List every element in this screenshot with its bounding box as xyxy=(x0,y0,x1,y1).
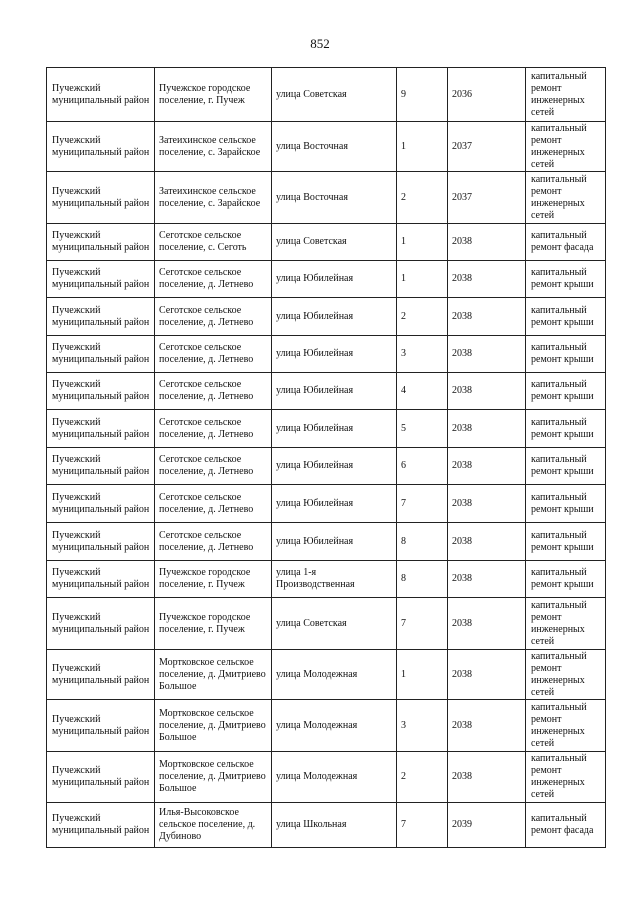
street-cell: улица Юбилейная xyxy=(272,336,397,373)
table-row xyxy=(47,224,606,261)
house-number-cell: 1 xyxy=(397,224,448,261)
district-cell: Пучежский муниципальный район xyxy=(47,448,155,485)
work-type-cell: капитальный ремонт инженерных сетей xyxy=(526,68,606,122)
house-number-cell: 6 xyxy=(397,448,448,485)
street-cell: улица Юбилейная xyxy=(272,373,397,410)
district-cell: Пучежский муниципальный район xyxy=(47,122,155,172)
settlement-cell: Сеготское сельское поселение, д. Летнево xyxy=(155,261,272,298)
street-cell: улица Юбилейная xyxy=(272,298,397,336)
table-row xyxy=(47,373,606,410)
work-type-cell: капитальный ремонт крыши xyxy=(526,448,606,485)
housing-repair-table xyxy=(46,67,606,848)
work-type-cell: капитальный ремонт крыши xyxy=(526,261,606,298)
settlement-cell: Пучежское городское поселение, г. Пучеж xyxy=(155,68,272,122)
settlement-cell: Мортковское сельское поселение, д. Дмитриево Большое xyxy=(155,752,272,803)
year-cell: 2038 xyxy=(448,298,526,336)
work-type-cell: капитальный ремонт инженерных сетей xyxy=(526,650,606,700)
district-cell: Пучежский муниципальный район xyxy=(47,224,155,261)
settlement-cell: Сеготское сельское поселение, д. Летнево xyxy=(155,298,272,336)
district-cell: Пучежский муниципальный район xyxy=(47,68,155,122)
house-number-cell: 5 xyxy=(397,410,448,448)
district-cell: Пучежский муниципальный район xyxy=(47,410,155,448)
settlement-cell: Пучежское городское поселение, г. Пучеж xyxy=(155,598,272,650)
settlement-cell: Сеготское сельское поселение, с. Сеготь xyxy=(155,224,272,261)
year-cell: 2037 xyxy=(448,122,526,172)
street-cell: улица Советская xyxy=(272,598,397,650)
table-row xyxy=(47,336,606,373)
table-row xyxy=(47,298,606,336)
year-cell: 2039 xyxy=(448,803,526,848)
settlement-cell: Сеготское сельское поселение, д. Летнево xyxy=(155,523,272,561)
house-number-cell: 9 xyxy=(397,68,448,122)
table-row xyxy=(47,650,606,700)
house-number-cell: 2 xyxy=(397,172,448,224)
table-row xyxy=(47,803,606,848)
street-cell: улица Юбилейная xyxy=(272,523,397,561)
table-row xyxy=(47,598,606,650)
street-cell: улица Молодежная xyxy=(272,650,397,700)
year-cell: 2036 xyxy=(448,68,526,122)
year-cell: 2038 xyxy=(448,700,526,752)
house-number-cell: 1 xyxy=(397,650,448,700)
district-cell: Пучежский муниципальный район xyxy=(47,336,155,373)
settlement-cell: Сеготское сельское поселение, д. Летнево xyxy=(155,373,272,410)
district-cell: Пучежский муниципальный район xyxy=(47,650,155,700)
district-cell: Пучежский муниципальный район xyxy=(47,803,155,848)
work-type-cell: капитальный ремонт крыши xyxy=(526,523,606,561)
house-number-cell: 7 xyxy=(397,598,448,650)
work-type-cell: капитальный ремонт крыши xyxy=(526,373,606,410)
work-type-cell: капитальный ремонт крыши xyxy=(526,336,606,373)
street-cell: улица Юбилейная xyxy=(272,485,397,523)
year-cell: 2038 xyxy=(448,448,526,485)
year-cell: 2038 xyxy=(448,523,526,561)
house-number-cell: 3 xyxy=(397,700,448,752)
work-type-cell: капитальный ремонт инженерных сетей xyxy=(526,598,606,650)
year-cell: 2038 xyxy=(448,561,526,598)
year-cell: 2038 xyxy=(448,598,526,650)
work-type-cell: капитальный ремонт инженерных сетей xyxy=(526,700,606,752)
work-type-cell: капитальный ремонт инженерных сетей xyxy=(526,172,606,224)
year-cell: 2038 xyxy=(448,373,526,410)
page-number: 852 xyxy=(310,36,330,51)
work-type-cell: капитальный ремонт инженерных сетей xyxy=(526,122,606,172)
district-cell: Пучежский муниципальный район xyxy=(47,485,155,523)
district-cell: Пучежский муниципальный район xyxy=(47,373,155,410)
settlement-cell: Затеихинское сельское поселение, с. Зарайское xyxy=(155,172,272,224)
work-type-cell: капитальный ремонт крыши xyxy=(526,298,606,336)
settlement-cell: Сеготское сельское поселение, д. Летнево xyxy=(155,485,272,523)
table-row xyxy=(47,700,606,752)
table-row xyxy=(47,448,606,485)
street-cell: улица 1-я Производственная xyxy=(272,561,397,598)
year-cell: 2038 xyxy=(448,752,526,803)
district-cell: Пучежский муниципальный район xyxy=(47,261,155,298)
table-row xyxy=(47,485,606,523)
house-number-cell: 8 xyxy=(397,561,448,598)
house-number-cell: 4 xyxy=(397,373,448,410)
house-number-cell: 7 xyxy=(397,803,448,848)
house-number-cell: 2 xyxy=(397,752,448,803)
work-type-cell: капитальный ремонт инженерных сетей xyxy=(526,752,606,803)
table-row xyxy=(47,410,606,448)
district-cell: Пучежский муниципальный район xyxy=(47,523,155,561)
table-row xyxy=(47,261,606,298)
district-cell: Пучежский муниципальный район xyxy=(47,298,155,336)
street-cell: улица Юбилейная xyxy=(272,261,397,298)
table-row xyxy=(47,561,606,598)
work-type-cell: капитальный ремонт крыши xyxy=(526,561,606,598)
house-number-cell: 2 xyxy=(397,298,448,336)
street-cell: улица Юбилейная xyxy=(272,448,397,485)
table-row xyxy=(47,172,606,224)
street-cell: улица Молодежная xyxy=(272,700,397,752)
house-number-cell: 1 xyxy=(397,261,448,298)
year-cell: 2038 xyxy=(448,410,526,448)
year-cell: 2037 xyxy=(448,172,526,224)
table-row xyxy=(47,68,606,122)
table-row xyxy=(47,122,606,172)
year-cell: 2038 xyxy=(448,650,526,700)
street-cell: улица Советская xyxy=(272,68,397,122)
settlement-cell: Сеготское сельское поселение, д. Летнево xyxy=(155,448,272,485)
street-cell: улица Юбилейная xyxy=(272,410,397,448)
house-number-cell: 1 xyxy=(397,122,448,172)
settlement-cell: Пучежское городское поселение, г. Пучеж xyxy=(155,561,272,598)
house-number-cell: 7 xyxy=(397,485,448,523)
work-type-cell: капитальный ремонт фасада xyxy=(526,224,606,261)
table-row xyxy=(47,752,606,803)
district-cell: Пучежский муниципальный район xyxy=(47,752,155,803)
settlement-cell: Мортковское сельское поселение, д. Дмитриево Большое xyxy=(155,700,272,752)
settlement-cell: Илья-Высоковское сельское поселение, д. Дубиново xyxy=(155,803,272,848)
year-cell: 2038 xyxy=(448,485,526,523)
year-cell: 2038 xyxy=(448,224,526,261)
year-cell: 2038 xyxy=(448,336,526,373)
district-cell: Пучежский муниципальный район xyxy=(47,561,155,598)
settlement-cell: Сеготское сельское поселение, д. Летнево xyxy=(155,410,272,448)
table-body xyxy=(47,68,606,848)
district-cell: Пучежский муниципальный район xyxy=(47,598,155,650)
settlement-cell: Мортковское сельское поселение, д. Дмитриево Большое xyxy=(155,650,272,700)
work-type-cell: капитальный ремонт фасада xyxy=(526,803,606,848)
settlement-cell: Затеихинское сельское поселение, с. Зарайское xyxy=(155,122,272,172)
district-cell: Пучежский муниципальный район xyxy=(47,172,155,224)
house-number-cell: 3 xyxy=(397,336,448,373)
work-type-cell: капитальный ремонт крыши xyxy=(526,410,606,448)
settlement-cell: Сеготское сельское поселение, д. Летнево xyxy=(155,336,272,373)
house-number-cell: 8 xyxy=(397,523,448,561)
street-cell: улица Школьная xyxy=(272,803,397,848)
street-cell: улица Восточная xyxy=(272,122,397,172)
district-cell: Пучежский муниципальный район xyxy=(47,700,155,752)
table-row xyxy=(47,523,606,561)
work-type-cell: капитальный ремонт крыши xyxy=(526,485,606,523)
street-cell: улица Советская xyxy=(272,224,397,261)
street-cell: улица Восточная xyxy=(272,172,397,224)
street-cell: улица Молодежная xyxy=(272,752,397,803)
year-cell: 2038 xyxy=(448,261,526,298)
